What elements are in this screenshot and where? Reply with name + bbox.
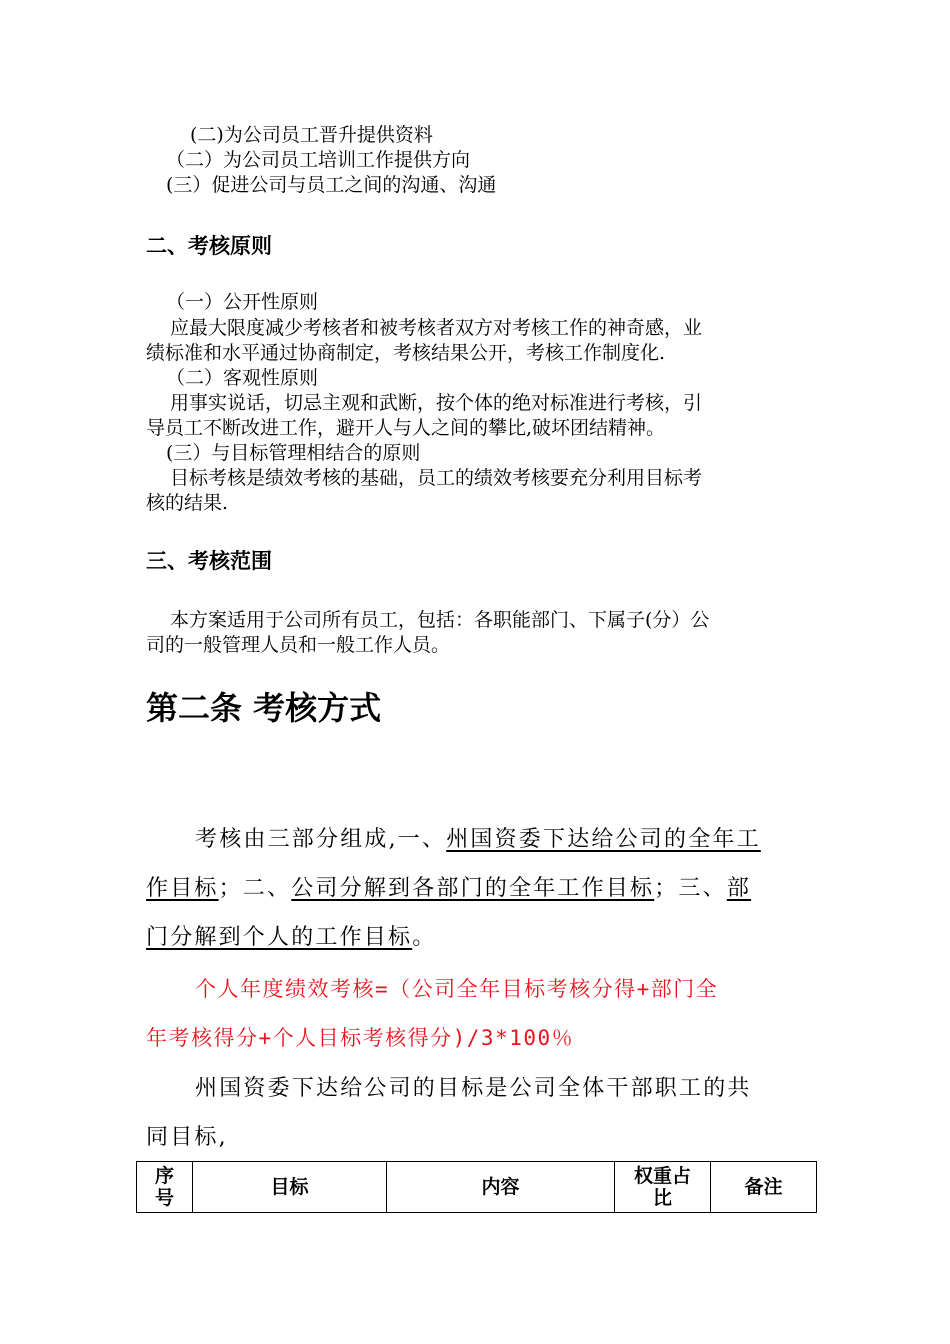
principle-text: 导员工不断改进工作，避开人与人之间的攀比,破坏团结精神。 (146, 417, 666, 439)
principle-text: 用事实说话，切忌主观和武断，按个体的绝对标准进行考核，引 (170, 392, 703, 414)
header-weight: 权重占比 (633, 1165, 691, 1209)
formula-line: 年考核得分+个人目标考核得分)/3*100％ (146, 1026, 575, 1050)
principle-text: 目标考核是绩效考核的基础，员工的绩效考核要充分利用目标考 (170, 467, 703, 489)
section-title-scope: 三、考核范围 (146, 549, 272, 573)
target-paragraph-line: 州国资委下达给公司的目标是公司全体干部职工的共 (195, 1076, 752, 1101)
method-text-underlined: 部 (726, 876, 752, 901)
target-paragraph-line: 同目标, (146, 1125, 228, 1150)
method-paragraph-line (146, 874, 751, 904)
method-text: 。 (412, 925, 437, 950)
scope-text: 司的一般管理人员和一般工作人员。 (146, 634, 451, 656)
goal-item-communication: (三）促进公司与员工之间的沟通、沟通 (166, 174, 497, 196)
table-header-cell: 目标 (193, 1162, 387, 1213)
principle-text: 绩标准和水平通过协商制定，考核结果公开，考核工作制度化. (146, 342, 666, 364)
principle-heading-openness: （一）公开性原则 (166, 291, 319, 313)
article-title-method: 第二条 考核方式 (146, 689, 382, 727)
table-header-cell: 内容 (387, 1162, 615, 1213)
method-text-underlined: 门分解到个人的工作目标 (146, 925, 413, 950)
formula-line: 个人年度绩效考核=（公司全年目标考核分得+部门全 (195, 977, 719, 1001)
scope-text: 本方案适用于公司所有员工，包括：各职能部门、下属子(分）公 (170, 609, 710, 631)
table-header-cell (137, 1162, 193, 1213)
table-header-cell (615, 1162, 711, 1213)
section-title-principles: 二、考核原则 (146, 234, 272, 258)
table-header-row (137, 1162, 817, 1213)
method-text: ；三、 (654, 876, 727, 901)
method-text-underlined: 作目标 (146, 876, 219, 901)
goal-item-promotion: (二)为公司员工晋升提供资料 (190, 124, 433, 146)
method-paragraph-line (195, 825, 761, 855)
method-text-underlined: 州国资委下达给公司的全年工 (446, 827, 761, 852)
goals-table (136, 1161, 817, 1213)
method-paragraph-line (146, 923, 436, 953)
table-header-cell: 备注 (711, 1162, 817, 1213)
principle-text: 应最大限度减少考核者和被考核者双方对考核工作的神奇感，业 (170, 317, 703, 339)
method-text: 考核由三部分组成,一、 (195, 827, 447, 852)
principle-text: 核的结果. (146, 492, 229, 514)
method-text-underlined: 公司分解到各部门的全年工作目标 (291, 876, 655, 901)
goal-item-training: （二）为公司员工培训工作提供方向 (166, 149, 471, 171)
principle-heading-goal-management: (三）与目标管理相结合的原则 (166, 442, 421, 464)
principle-heading-objectivity: （二）客观性原则 (166, 367, 319, 389)
header-seq: 序号 (154, 1165, 174, 1209)
method-text: ；二、 (218, 876, 292, 901)
